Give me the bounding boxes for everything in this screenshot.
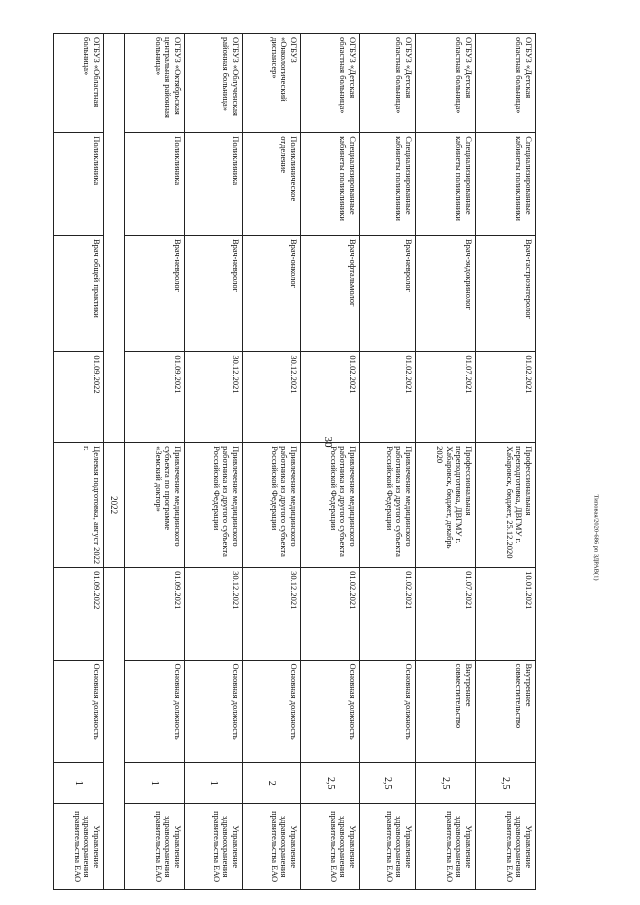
source-cell: Привлечение медицинского работника из другого субъекта Российской Федерации (301, 443, 360, 568)
rate-cell: 2,5 (360, 763, 416, 804)
source-cell: Целевая подготовка, август 2022 г. (54, 443, 104, 568)
department-cell: Специализированные кабинеты поликлиники (416, 133, 476, 236)
department-cell: Специализированные кабинеты поликлиники (360, 133, 416, 236)
source-cell: Привлечение медицинского работника из другого субъекта Российской Федерации (360, 443, 416, 568)
table-row (360, 34, 416, 890)
rate-cell: 1 (185, 763, 243, 804)
institution-cell: ОГБУЗ «Детская областная больница» (476, 34, 536, 133)
date-fill-cell: 01.09.2021 (125, 568, 185, 660)
institution-cell: ОГБУЗ «Онкологический диспансер» (243, 34, 301, 133)
employment-type-cell: Основная должность (301, 660, 360, 763)
employment-type-cell: Основная должность (54, 660, 104, 763)
date-fill-cell: 10.01.2021 (476, 568, 536, 660)
organizer-cell: Управление здравоохранения правительства ЕАО (125, 804, 185, 890)
organizer-cell: Управление здравоохранения правительства ЕАО (360, 804, 416, 890)
employment-type-cell: Основная должность (185, 660, 243, 763)
position-cell: Врач-эндокринолог (416, 236, 476, 352)
employment-type-cell: Основная должность (360, 660, 416, 763)
table-row (416, 34, 476, 890)
table-row (185, 34, 243, 890)
position-cell: Врач-онколог (243, 236, 301, 352)
table-row (125, 34, 185, 890)
institution-cell: ОГБУЗ «Детская областная больница» (360, 34, 416, 133)
date-open-cell: 01.02.2021 (301, 352, 360, 443)
organizer-cell: Управление здравоохранения правительства ЕАО (54, 804, 104, 890)
date-fill-cell: 30.12.2021 (185, 568, 243, 660)
position-cell: Врач-офтальмолог (301, 236, 360, 352)
table-row (54, 34, 104, 890)
source-cell: Привлечение медицинского работника из другого субъекта Российской Федерации (243, 443, 301, 568)
date-open-cell: 01.02.2021 (476, 352, 536, 443)
table-row (301, 34, 360, 890)
institution-cell: ОГБУЗ «Областная больница» (54, 34, 104, 133)
position-cell: Врач-невролог (185, 236, 243, 352)
year-row-blank (104, 568, 125, 890)
organizer-cell: Управление здравоохранения правительства ЕАО (476, 804, 536, 890)
table-row (243, 34, 301, 890)
page-number: 30 (322, 436, 334, 448)
year-row-blank (104, 34, 125, 443)
date-fill-cell: 01.07.2021 (416, 568, 476, 660)
date-fill-cell: 01.02.2021 (360, 568, 416, 660)
department-cell: Поликлиника (185, 133, 243, 236)
table-row (476, 34, 536, 890)
date-fill-cell: 01.09.2022 (54, 568, 104, 660)
date-open-cell: 01.02.2021 (360, 352, 416, 443)
institution-cell: ОГБУЗ «Облученская районная больница» (185, 34, 243, 133)
rate-cell: 2,5 (476, 763, 536, 804)
date-open-cell: 30.12.2021 (243, 352, 301, 443)
employment-type-cell: Внутреннее совместительство (476, 660, 536, 763)
date-open-cell: 30.12.2021 (185, 352, 243, 443)
staffing-table (53, 33, 536, 890)
year-separator-row (104, 34, 125, 890)
institution-cell: ОГБУЗ «Октябрьская центральная районная больница» (125, 34, 185, 133)
institution-cell: ОГБУЗ «Детская областная больница» (301, 34, 360, 133)
organizer-cell: Управление здравоохранения правительства ЕАО (243, 804, 301, 890)
date-fill-cell: 01.02.2021 (301, 568, 360, 660)
rate-cell: 2 (243, 763, 301, 804)
position-cell: Врач-невролог (360, 236, 416, 352)
date-open-cell: 01.09.2021 (125, 352, 185, 443)
source-cell: Профессиональная переподготовка, ДВГМУ г. Хабаровск, бюджет, декабрь 2020 (416, 443, 476, 568)
date-open-cell: 01.07.2021 (416, 352, 476, 443)
year-label: 2022 (104, 443, 125, 568)
source-cell: Профессиональная переподготовка, ДВГМУ г. Хабаровск, бюджет, 25.12.2020 (476, 443, 536, 568)
employment-type-cell: Основная должность (125, 660, 185, 763)
rate-cell: 2,5 (301, 763, 360, 804)
footer-code: Типовая/2020-686 pn ЗДРАВ(1) (592, 494, 600, 581)
organizer-cell: Управление здравоохранения правительства ЕАО (185, 804, 243, 890)
organizer-cell: Управление здравоохранения правительства ЕАО (301, 804, 360, 890)
position-cell: Врач-невролог (125, 236, 185, 352)
department-cell: Поликлиническое отделение (243, 133, 301, 236)
department-cell: Специализированные кабинеты поликлиники (301, 133, 360, 236)
rate-cell: 1 (54, 763, 104, 804)
table-body (54, 34, 536, 890)
department-cell: Поликлиника (125, 133, 185, 236)
employment-type-cell: Внутреннее совместительство (416, 660, 476, 763)
department-cell: Поликлиника (54, 133, 104, 236)
employment-type-cell: Основная должность (243, 660, 301, 763)
position-cell: Врач общей практики (54, 236, 104, 352)
source-cell: Привлечение медицинского работника из другого субъекта Российской Федерации (185, 443, 243, 568)
institution-cell: ОГБУЗ «Детская областная больница» (416, 34, 476, 133)
rate-cell: 1 (125, 763, 185, 804)
organizer-cell: Управление здравоохранения правительства ЕАО (416, 804, 476, 890)
source-cell: Привлечение медицинского субъекта по программе «Земский доктор» (125, 443, 185, 568)
position-cell: Врач-гастроэнтеролог (476, 236, 536, 352)
date-open-cell: 01.09.2022 (54, 352, 104, 443)
rate-cell: 2,5 (416, 763, 476, 804)
department-cell: Специализированные кабинеты поликлиники (476, 133, 536, 236)
date-fill-cell: 30.12.2021 (243, 568, 301, 660)
